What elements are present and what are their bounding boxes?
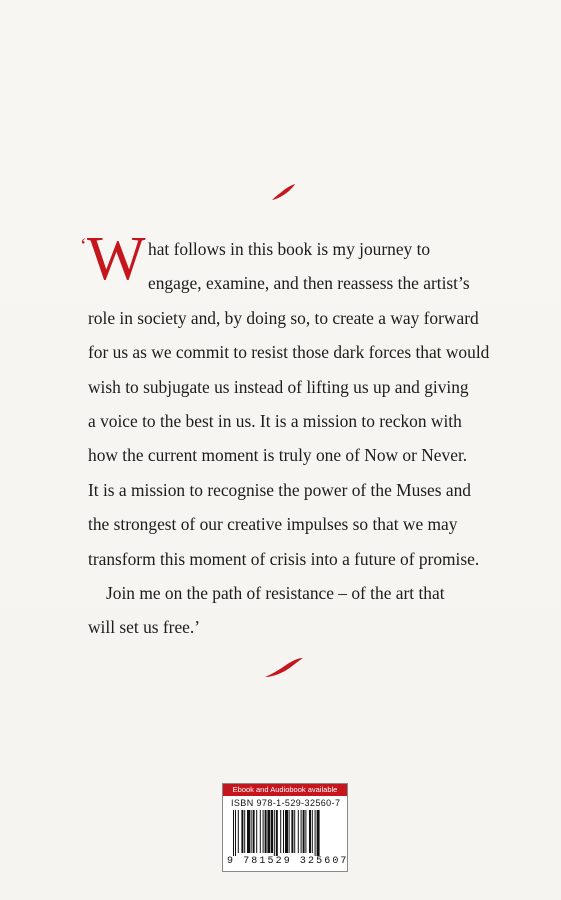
- quote-line: the strongest of our creative impulses so that we may: [88, 514, 458, 535]
- quote-line: It is a mission to recognise the power of the Muses and: [88, 479, 472, 500]
- blurb-quote: [88, 232, 498, 645]
- quote-line: wish to subjugate us instead of lifting us up and giving: [88, 376, 469, 397]
- quote-line: Join me on the path of resistance – of the art that: [106, 582, 445, 603]
- barcode-digits: 9 781529 325607: [227, 856, 349, 867]
- quote-line: a voice to the best in us. It is a mission to reckon with: [88, 410, 462, 431]
- availability-banner: Ebook and Audiobook available: [223, 784, 347, 796]
- quote-line: will set us free.’: [88, 617, 201, 638]
- petal-ornament-top-icon: [270, 183, 296, 203]
- petal-ornament-bottom-icon: [263, 656, 305, 680]
- opening-quote-mark: ‘: [80, 235, 87, 257]
- quote-line: engage, examine, and then reassess the artist’s: [148, 273, 470, 294]
- quote-line: how the current moment is truly one of Now or Never.: [88, 445, 468, 466]
- quote-line: role in society and, by doing so, to create a way forward: [88, 307, 479, 328]
- barcode-label: [222, 783, 348, 872]
- quote-line: hat follows in this book is my journey to: [148, 239, 431, 259]
- barcode-icon: [231, 810, 339, 856]
- quote-line: transform this moment of crisis into a future of promise.: [88, 548, 480, 569]
- isbn-number: ISBN 978-1-529-32560-7: [231, 798, 341, 808]
- quote-line: for us as we commit to resist those dark forces that would: [88, 342, 490, 363]
- drop-cap-letter: W: [87, 225, 146, 293]
